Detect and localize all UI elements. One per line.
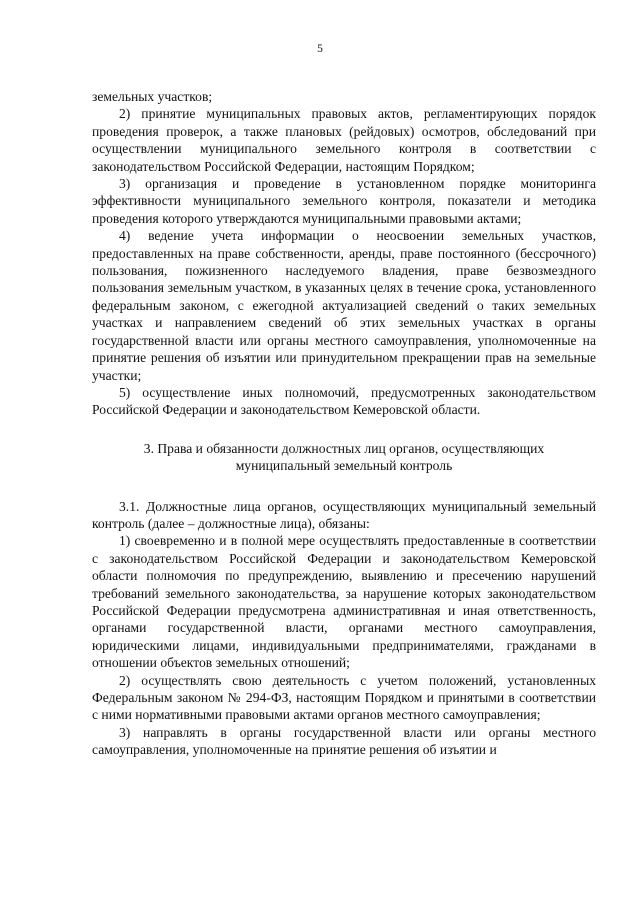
duty-item-1: 1) своевременно и в полной мере осуществлять предоставленные в соответствии с законодательством Российской Федерации и законодательством Кемеровской области полномочия по предупреждению, выявлению и пресечению нарушений требований земельного законодательства, за нарушение которых законодательством Российской Федерации предусмотрена административная и иная ответственность, органами государственной власти, органами местного самоуправления, юридическими лицами, индивидуальными предпринимателями, гражданами в отношении объектов земельных отношений; (92, 533, 596, 671)
section-heading: 3. Права и обязанности должностных лиц органов, осуществляющих муниципальный земельный контроль (143, 440, 545, 474)
list-item-5: 5) осуществление иных полномочий, предусмотренных законодательством Российской Федерации и законодательством Кемеровской области. (92, 384, 596, 418)
list-item-2: 2) принятие муниципальных правовых актов, регламентирующих порядок проведения проверок, а также плановых (рейдовых) осмотров, обследований при осуществлении муниципального земельного контроля в соответствии с законодательством Российской Федерации, настоящим Порядком; (92, 106, 596, 174)
list-item-4: 4) ведение учета информации о неосвоении земельных участков, предоставленных на праве собственности, аренды, праве постоянного (бессрочного) пользования, пожизненного наследуемого владения, праве безвозмездного пользования земельным участком, в указанных целях в течение срока, установленного федеральным законом, с ежегодной актуализацией сведений о таких земельных участках и направлением сведений об этих земельных участках в органы государственной власти или органы местного самоуправления, уполномоченные на принятие решения об изъятии или принудительном прекращении прав на земельные участки; (92, 228, 596, 383)
duty-item-3: 3) направлять в органы государственной власти или органы местного самоуправления, уполномоченные на принятие решения об изъятии и (92, 724, 596, 758)
page-number: 5 (317, 43, 323, 55)
document-body (92, 88, 596, 759)
duty-item-2: 2) осуществлять свою деятельность с учетом положений, установленных Федеральным законом № 294-ФЗ, настоящим Порядком и принятыми в соответствии с ними нормативными правовыми актами органов местного самоуправления; (92, 672, 596, 723)
paragraph-3-1: 3.1. Должностные лица органов, осуществляющих муниципальный земельный контроль (далее – должностные лица), обязаны: (92, 498, 596, 531)
list-item-3: 3) организация и проведение в установленном порядке мониторинга эффективности муниципального земельного контроля, показатели и методика проведения которого утверждаются муниципальными правовыми актами; (92, 176, 596, 226)
paragraph-continuation: земельных участков; (92, 89, 213, 104)
